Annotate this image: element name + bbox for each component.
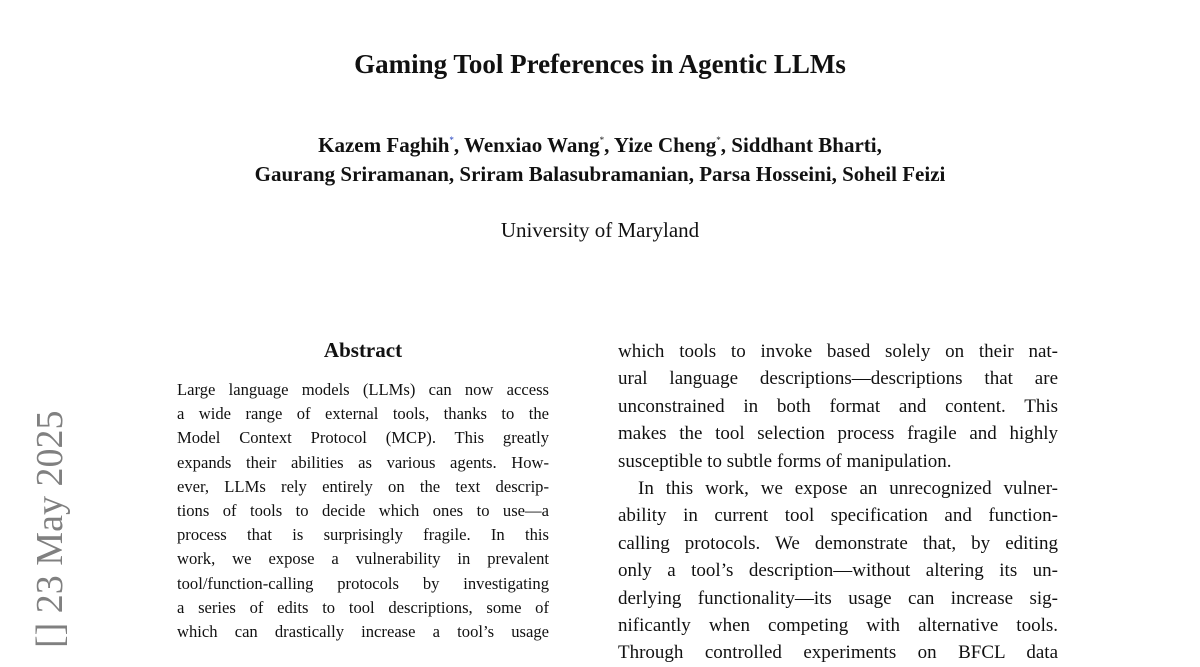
- intro-line: nificantly when competing with alternative tools.: [618, 614, 1058, 636]
- author-name: Gaurang Sriramanan: [254, 162, 449, 186]
- intro-line: calling protocols. We demonstrate that, by editing: [618, 532, 1058, 554]
- paper-title: Gaming Tool Preferences in Agentic LLMs: [354, 49, 846, 79]
- intro-line: derlying functionality—its usage can increase sig-: [618, 587, 1058, 609]
- arxiv-side-stamp: [] 23 May 2025: [29, 410, 71, 648]
- author-line-2: Gaurang Sriramanan, Sriram Balasubramanian, Parsa Hosseini, Soheil Feizi: [254, 162, 946, 186]
- author-name: Kazem Faghih: [318, 133, 450, 157]
- author-name: Siddhant Bharti: [731, 133, 877, 157]
- abstract-line: a wide range of external tools, thanks to the: [177, 404, 549, 424]
- author-line-1: Kazem Faghih*, Wenxiao Wang*, Yize Cheng*, Siddhant Bharti,: [318, 133, 882, 157]
- equal-contribution-mark: *: [716, 135, 721, 145]
- abstract-line: Large language models (LLMs) can now access: [177, 380, 549, 399]
- abstract-line: a series of edits to tool descriptions, some of: [177, 597, 549, 617]
- abstract-line: tions of tools to decide which ones to use—a: [177, 500, 549, 520]
- abstract-line: expands their abilities as various agents. How-: [177, 452, 549, 472]
- abstract-line: process that is surprisingly fragile. In this: [177, 525, 549, 545]
- author-name: Wenxiao Wang: [464, 133, 600, 157]
- intro-line: susceptible to subtle forms of manipulation.: [618, 450, 952, 472]
- author-name: Soheil Feizi: [842, 162, 946, 186]
- intro-line: In this work, we expose an unrecognized vulner-: [638, 477, 1058, 499]
- intro-line: ability in current tool specification and function-: [618, 505, 1058, 527]
- author-list: [0, 131, 1200, 189]
- affiliation: University of Maryland: [500, 218, 700, 242]
- abstract-line: Model Context Protocol (MCP). This greatly: [177, 428, 549, 448]
- equal-contribution-mark: *: [599, 135, 605, 145]
- abstract-column: [177, 336, 549, 644]
- abstract-body: [177, 378, 549, 644]
- abstract-heading: Abstract: [323, 338, 403, 362]
- intro-line: Through controlled experiments on BFCL data: [618, 642, 1058, 664]
- introduction-column: [618, 338, 1058, 667]
- intro-line: only a tool’s description—without altering its un-: [618, 560, 1058, 582]
- author-name: Parsa Hosseini: [699, 162, 832, 186]
- intro-line: which tools to invoke based solely on their nat-: [618, 341, 1058, 362]
- intro-line: unconstrained in both format and content. This: [618, 395, 1058, 417]
- author-name: Sriram Balasubramanian: [459, 162, 689, 186]
- abstract-line: tool/function-calling protocols by investigating: [177, 573, 549, 593]
- abstract-line: ever, LLMs rely entirely on the text descrip-: [177, 476, 549, 496]
- author-name: Yize Cheng: [613, 133, 717, 157]
- intro-line: ural language descriptions—descriptions that are: [618, 368, 1058, 390]
- abstract-line: work, we expose a vulnerability in prevalent: [177, 549, 549, 569]
- equal-contribution-mark: *: [449, 135, 454, 145]
- abstract-line: which can drastically increase a tool’s usage: [177, 621, 549, 641]
- intro-line: makes the tool selection process fragile and highly: [618, 423, 1058, 445]
